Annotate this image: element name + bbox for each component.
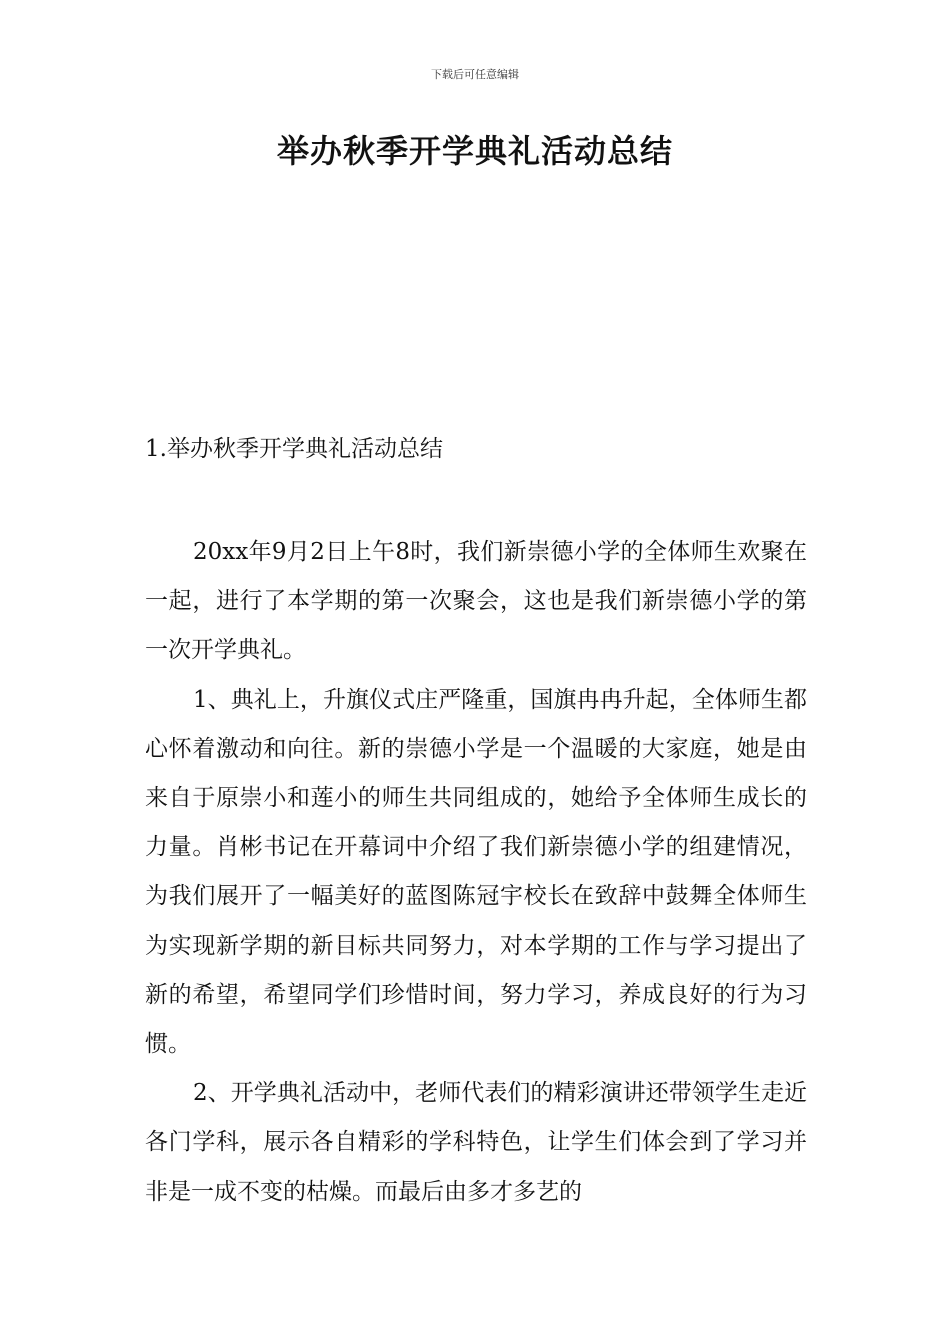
body-text (145, 528, 807, 1217)
paragraph: 1、典礼上，升旗仪式庄严隆重，国旗冉冉升起，全体师生都心怀着激动和向往。新的崇德小学是一个温暖的大家庭，她是由来自于原崇小和莲小的师生共同组成的，她给予全体师生成长的力量。肖彬书记在开幕词中介绍了我们新崇德小学的组建情况，为我们展开了一幅美好的蓝图陈冠宇校长在致辞中鼓舞全体师生为实现新学期的新目标共同努力，对本学期的工作与学习提出了新的希望，希望同学们珍惜时间，努力学习，养成良好的行为习惯。 (145, 686, 807, 1058)
header-note: 下载后可任意编辑 (431, 68, 519, 81)
paragraph: 20xx年9月2日上午8时，我们新崇德小学的全体师生欢聚在一起，进行了本学期的第一次聚会，这也是我们新崇德小学的第一次开学典礼。 (145, 539, 807, 664)
document-title: 举办秋季开学典礼活动总结 (276, 132, 673, 170)
paragraph: 2、开学典礼活动中，老师代表们的精彩演讲还带领学生走近各门学科，展示各自精彩的学科特色，让学生们体会到了学习并非是一成不变的枯燥。而最后由多才多艺的 (145, 1080, 807, 1205)
section-heading: 1.举办秋季开学典礼活动总结 (145, 436, 443, 462)
